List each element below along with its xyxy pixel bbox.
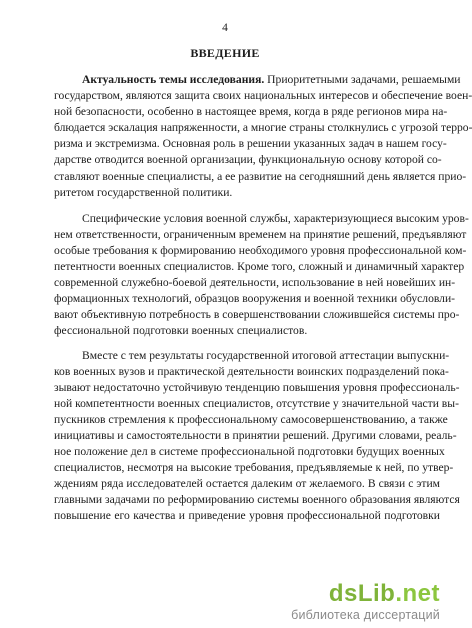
page-number: 4 [222, 22, 228, 34]
paragraph-line [54, 72, 461, 88]
paragraph-line: зывают недостаточно устойчивую тенденцию повышения уровня профессиональ- [54, 380, 460, 394]
paragraph-line: государством, являются защита своих национальных интересов и обеспечение воен- [54, 89, 472, 103]
watermark-logo [291, 582, 440, 606]
watermark-subtitle: библиотека диссертаций [291, 608, 440, 622]
paragraph-line: пускников стремления к профессиональному самосовершенствованию, а также [54, 412, 448, 426]
paragraph-gap [54, 201, 440, 211]
page-title: ВВЕДЕНИЕ [190, 46, 260, 60]
paragraph-line: ной компетентности военных специалистов, отсутствие у значительной части вы- [54, 396, 459, 410]
watermark-logo-main: dsLib [328, 580, 396, 607]
text-span: Приоритетными задачами, решаемыми [264, 73, 461, 86]
paragraph-line: петентности военных специалистов. Кроме того, сложный и динамичный характер [54, 260, 465, 274]
paragraph-line: Специфические условия военной службы, характеризующиеся высоким уров- [82, 211, 469, 225]
paragraph-line: ков военных вузов и практической деятельности воинских подразделений пока- [54, 364, 449, 378]
paragraph-line: ставляют военные специалисты, а ее развитие на сегодняшний день является прио- [54, 169, 467, 183]
paragraph-line: особые требования к формированию необходимого уровня профессиональной ком- [54, 243, 467, 257]
paragraph-line: ждениям ряда исследователей остается далеким от желаемого. В связи с этим [54, 477, 440, 491]
paragraph-line: Вместе с тем результаты государственной итоговой аттестации выпускни- [82, 348, 450, 362]
paragraph-line: специалистов, несмотря на высокие требования, предъявляемые к ней, по утвер- [54, 461, 454, 475]
paragraph-line: современной служебно-боевой деятельности, использование в ней новейших ин- [54, 276, 456, 290]
paragraph-line: нем ответственности, ограниченным временем на принятие решений, предъявляют [54, 227, 467, 241]
paragraph-line: повышение его качества и приведение уровня профессиональной подготовки [54, 509, 440, 523]
watermark-logo-tld: .net [395, 580, 440, 607]
paragraph-line: ное положение дел в системе профессиональной подготовки будущих военных [54, 445, 445, 459]
paragraph-line: фессиональной подготовки военных специалистов. [54, 324, 308, 338]
paragraph-line: ритетом государственной политики. [54, 185, 233, 199]
paragraph-line: ной безопасности, особенно в настоящее время, когда в ряде регионов мира на- [54, 105, 448, 119]
paragraph-line: вают объективную потребность в совершенствовании сложившейся системы про- [54, 308, 460, 322]
paragraph-line: блюдается эскалация напряженности, а многие страны столкнулись с угрозой терро- [54, 121, 472, 135]
paragraph-line: главными задачами по реформированию системы военного образования являются [54, 493, 460, 507]
paragraph-line: инициативы и самостоятельности в принятии решений. Другими словами, реаль- [54, 428, 457, 442]
paragraph-line: формационных технологий, образцов вооружения и военной техники обусловли- [54, 292, 456, 306]
watermark [291, 582, 440, 622]
paragraph-line: дарстве отводится военной организации, функциональную основу которой со- [54, 153, 442, 167]
paragraph-line: ризма и экстремизма. Основная роль в решении указанных задач в нашем госу- [54, 137, 447, 151]
paragraph-gap [54, 340, 440, 348]
section-label: Актуальность темы исследования. [82, 73, 265, 86]
document-body [54, 72, 472, 525]
